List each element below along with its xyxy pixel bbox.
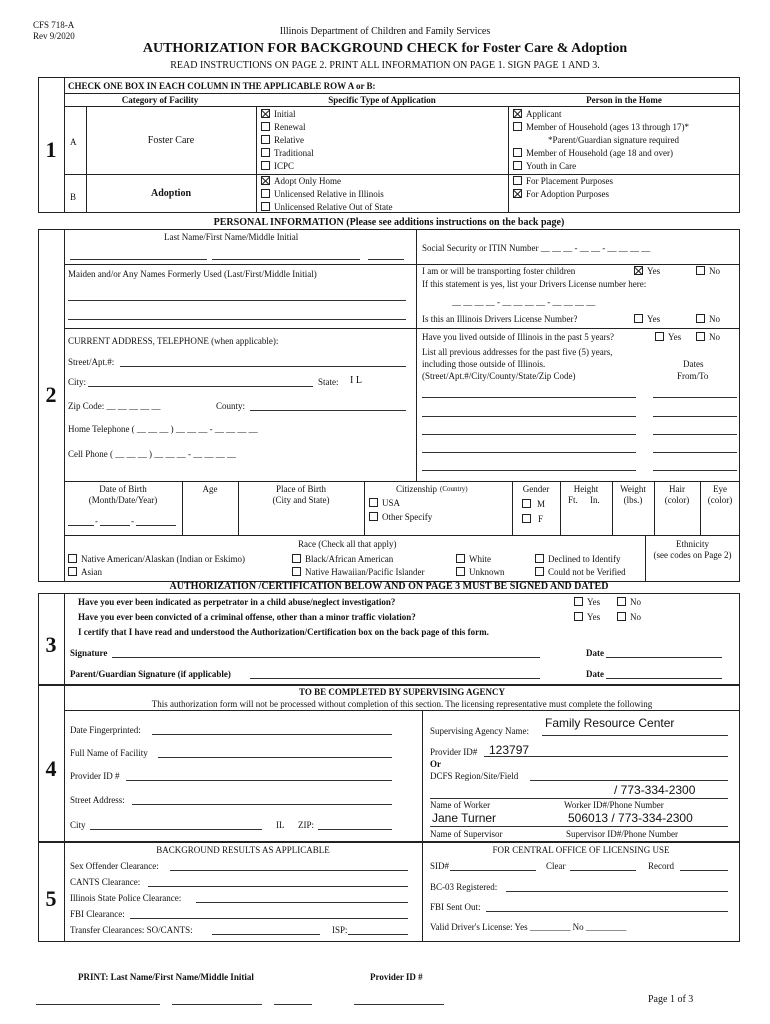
transport-label: I am or will be transporting foster children bbox=[422, 266, 576, 276]
row-a-label: A bbox=[70, 137, 77, 147]
il-license-yes-label: Yes bbox=[647, 314, 661, 324]
icpc-label: ICPC bbox=[274, 161, 295, 171]
ssn-label: Social Security or ITIN Number __ __ __ - __ __ - __ __ __ __ bbox=[422, 243, 651, 253]
address-format-label: (Street/Apt.#/City/County/State/Zip Code) bbox=[422, 371, 576, 381]
member-13-17-label: Member of Household (ages 13 through 17)* bbox=[526, 122, 689, 132]
criminal-no-label: No bbox=[630, 612, 641, 622]
fbi-sent-label: FBI Sent Out: bbox=[430, 902, 481, 912]
adopt-only-label: Adopt Only Home bbox=[274, 176, 341, 186]
race-black-label: Black/African American bbox=[305, 554, 394, 564]
worker-name-label: Name of Worker bbox=[430, 800, 491, 810]
license-question: If this statement is yes, list your Drivers License number here: bbox=[422, 279, 647, 289]
license-blanks: __ __ __ __ - __ __ __ __ - __ __ __ __ bbox=[452, 297, 596, 307]
gender-m-checkbox[interactable] bbox=[522, 499, 531, 508]
category-header: Category of Facility bbox=[121, 95, 199, 105]
transport-yes-checkbox[interactable] bbox=[634, 266, 643, 275]
youth-in-care-label: Youth in Care bbox=[526, 161, 577, 171]
supervising-agency-note: This authorization form will not be processed without completion of this section. The licensing representative must complete the following bbox=[151, 699, 653, 709]
il-license-no-checkbox[interactable] bbox=[696, 314, 705, 323]
bc03-label: BC-03 Registered: bbox=[430, 882, 498, 892]
dob-format: (Month/Date/Year) bbox=[88, 495, 158, 505]
outside-no-checkbox[interactable] bbox=[696, 332, 705, 341]
usa-label: USA bbox=[382, 498, 401, 508]
valid-license-label: Valid Driver's License: Yes _________ No _________ bbox=[430, 922, 627, 932]
worker-phone-top[interactable]: / 773-334-2300 bbox=[614, 783, 696, 797]
agency-name-value[interactable]: Family Resource Center bbox=[545, 716, 675, 730]
supervisor-name-label: Name of Supervisor bbox=[430, 829, 503, 839]
relative-checkbox[interactable] bbox=[261, 135, 270, 144]
section-1-number: 1 bbox=[45, 137, 57, 162]
street-address-label: Street Address: bbox=[70, 795, 125, 805]
height-ft-label: Ft. bbox=[568, 495, 578, 505]
facility-name-label: Full Name of Facility bbox=[70, 748, 148, 758]
maiden-label: Maiden and/or Any Names Formerly Used (Last/First/Middle Initial) bbox=[68, 269, 317, 279]
height-label: Height bbox=[573, 484, 599, 494]
signature-date-label: Date bbox=[586, 648, 604, 658]
eye-color-label: (color) bbox=[707, 495, 733, 505]
applicant-label: Applicant bbox=[526, 109, 562, 119]
eye-label: Eye bbox=[713, 484, 727, 494]
including-label: including those outside of Illinois. bbox=[422, 359, 546, 369]
criminal-no-checkbox[interactable] bbox=[617, 612, 626, 621]
weight-unit: (lbs.) bbox=[623, 495, 643, 505]
street-label: Street/Apt.#: bbox=[68, 357, 115, 367]
member-18-label: Member of Household (age 18 and over) bbox=[526, 148, 673, 158]
cants-label: CANTS Clearance: bbox=[70, 877, 141, 887]
race-hawaiian-checkbox[interactable] bbox=[292, 567, 301, 576]
supervising-agency-title: TO BE COMPLETED BY SUPERVISING AGENCY bbox=[299, 687, 505, 697]
home-telephone: Home Telephone ( __ __ __ ) __ __ __ - __ __ __ __ bbox=[68, 424, 258, 434]
criminal-yes-label: Yes bbox=[587, 612, 601, 622]
race-white-label: White bbox=[469, 554, 491, 564]
placement-checkbox[interactable] bbox=[513, 176, 522, 185]
initial-label: Initial bbox=[274, 109, 296, 119]
age-label: Age bbox=[202, 484, 218, 494]
sex-offender-label: Sex Offender Clearance: bbox=[70, 861, 159, 871]
list-previous-label: List all previous addresses for the past five (5) years, bbox=[422, 347, 613, 357]
foster-care-label: Foster Care bbox=[147, 135, 195, 146]
unlicensed-oos-label: Unlicensed Relative Out of State bbox=[274, 202, 393, 212]
unlicensed-oos-checkbox[interactable] bbox=[261, 202, 270, 211]
abuse-yes-checkbox[interactable] bbox=[574, 597, 583, 606]
citizenship-label: Citizenship bbox=[396, 484, 437, 494]
adoption-purposes-label: For Adoption Purposes bbox=[526, 189, 610, 199]
transport-no-checkbox[interactable] bbox=[696, 266, 705, 275]
weight-label: Weight bbox=[620, 484, 646, 494]
form-revision: Rev 9/2020 bbox=[33, 31, 75, 41]
il-license-yes-checkbox[interactable] bbox=[634, 314, 643, 323]
height-in-label: In. bbox=[590, 495, 600, 505]
race-white-checkbox[interactable] bbox=[456, 554, 465, 563]
placement-label: For Placement Purposes bbox=[526, 176, 613, 186]
traditional-checkbox[interactable] bbox=[261, 148, 270, 157]
pob-format: (City and State) bbox=[272, 495, 330, 505]
adoption-purposes-checkbox[interactable] bbox=[513, 189, 522, 198]
check-one-instruction: CHECK ONE BOX IN EACH COLUMN IN THE APPLICABLE ROW A or B: bbox=[68, 81, 376, 91]
adoption-label: Adoption bbox=[150, 188, 191, 199]
race-declined-label: Declined to Identify bbox=[548, 554, 621, 564]
transfer-isp-label: ISP: bbox=[332, 925, 348, 935]
or-label: Or bbox=[430, 759, 441, 769]
city-label: City: bbox=[68, 377, 87, 387]
abuse-yes-label: Yes bbox=[587, 597, 601, 607]
row-b-label: B bbox=[70, 192, 77, 202]
agency-name-label: Supervising Agency Name: bbox=[430, 726, 529, 736]
gender-m-label: M bbox=[537, 499, 546, 509]
question-criminal: Have you ever been convicted of a criminal offense, other than a minor traffic violation? bbox=[78, 612, 416, 622]
race-black-checkbox[interactable] bbox=[292, 554, 301, 563]
outside-yes-label: Yes bbox=[668, 332, 682, 342]
section-5-number: 5 bbox=[45, 886, 57, 911]
abuse-no-checkbox[interactable] bbox=[617, 597, 626, 606]
signature-label: Signature bbox=[70, 648, 108, 658]
race-hawaiian-label: Native Hawaiian/Pacific Islander bbox=[305, 567, 425, 577]
supervisor-id-label: Supervisor ID#/Phone Number bbox=[566, 829, 678, 839]
traditional-label: Traditional bbox=[274, 148, 314, 158]
other-citizenship-label: Other Specify bbox=[382, 512, 433, 522]
page-number: Page 1 of 3 bbox=[648, 994, 694, 1005]
central-office-heading: FOR CENTRAL OFFICE OF LICENSING USE bbox=[492, 845, 670, 855]
criminal-yes-checkbox[interactable] bbox=[574, 612, 583, 621]
parent-date-label: Date bbox=[586, 669, 604, 679]
race-native-american-checkbox[interactable] bbox=[68, 554, 77, 563]
parent-signature-note: *Parent/Guardian signature required bbox=[548, 135, 679, 145]
name-label: Last Name/First Name/Middle Initial bbox=[164, 232, 299, 242]
background-results-heading: BACKGROUND RESULTS AS APPLICABLE bbox=[156, 845, 330, 855]
section-4-number: 4 bbox=[45, 756, 57, 781]
outside-no-label: No bbox=[709, 332, 720, 342]
sid-label: SID# bbox=[430, 861, 450, 871]
outside-illinois-question: Have you lived outside of Illinois in the past 5 years? bbox=[422, 332, 614, 342]
abuse-no-label: No bbox=[630, 597, 641, 607]
gender-label: Gender bbox=[522, 484, 550, 494]
personal-info-title: PERSONAL INFORMATION (Please see additions instructions on the back page) bbox=[213, 217, 565, 228]
gender-f-label: F bbox=[538, 514, 544, 524]
state-value: I L bbox=[350, 375, 362, 386]
race-not-verified-label: Could not be Verified bbox=[548, 567, 626, 577]
race-not-verified-checkbox[interactable] bbox=[535, 567, 544, 576]
date-fingerprinted-label: Date Fingerprinted: bbox=[70, 725, 141, 735]
clear-label: Clear bbox=[546, 861, 566, 871]
race-native-american-label: Native American/Alaskan (Indian or Eskimo) bbox=[81, 554, 245, 564]
race-unknown-label: Unknown bbox=[469, 567, 505, 577]
country-label: (Country) bbox=[440, 485, 468, 493]
parent-signature-label: Parent/Guardian Signature (if applicable) bbox=[70, 669, 231, 679]
dob-label: Date of Birth bbox=[99, 484, 147, 494]
section-3-number: 3 bbox=[45, 632, 57, 657]
ethnicity-label: Ethnicity bbox=[676, 539, 709, 549]
type-header: Specific Type of Application bbox=[328, 95, 436, 105]
person-header: Person in the Home bbox=[586, 95, 662, 105]
relative-label: Relative bbox=[274, 135, 304, 145]
transport-no-label: No bbox=[709, 266, 720, 276]
dates-label: Dates bbox=[683, 359, 704, 369]
worker-name-value[interactable]: Jane Turner bbox=[432, 811, 497, 825]
race-heading: Race (Check all that apply) bbox=[298, 539, 397, 549]
certification-banner: AUTHORIZATION /CERTIFICATION BELOW AND ON PAGE 3 MUST BE SIGNED AND DATED bbox=[169, 581, 609, 592]
county-label: County: bbox=[216, 401, 246, 411]
member-18-checkbox[interactable] bbox=[513, 148, 522, 157]
hair-color-label: (color) bbox=[664, 495, 690, 505]
renewal-checkbox[interactable] bbox=[261, 122, 270, 131]
agency-city-label: City bbox=[70, 820, 86, 830]
agency-provider-id-label: Provider ID# bbox=[430, 747, 478, 757]
state-label: State: bbox=[318, 377, 339, 387]
race-asian-label: Asian bbox=[81, 567, 102, 577]
record-label: Record bbox=[648, 861, 674, 871]
worker-id-value[interactable]: 506013 / 773-334-2300 bbox=[568, 811, 693, 825]
cell-phone: Cell Phone ( __ __ __ ) __ __ __ - __ __ __ __ bbox=[68, 449, 236, 459]
zip-label: Zip Code: __ __ __ __ __ bbox=[68, 401, 161, 411]
unlicensed-il-label: Unlicensed Relative in Illinois bbox=[274, 189, 384, 199]
usa-checkbox[interactable] bbox=[369, 498, 378, 507]
form-id: CFS 718-A bbox=[33, 20, 75, 30]
other-citizenship-checkbox[interactable] bbox=[369, 512, 378, 521]
race-asian-checkbox[interactable] bbox=[68, 567, 77, 576]
transfer-clearance-label: Transfer Clearances: SO/CANTS: bbox=[70, 925, 193, 935]
initial-checkbox[interactable] bbox=[261, 109, 270, 118]
form-title: AUTHORIZATION FOR BACKGROUND CHECK for Foster Care & Adoption bbox=[142, 41, 628, 56]
youth-in-care-checkbox[interactable] bbox=[513, 161, 522, 170]
race-unknown-checkbox[interactable] bbox=[456, 567, 465, 576]
pob-label: Place of Birth bbox=[276, 484, 326, 494]
race-declined-checkbox[interactable] bbox=[535, 554, 544, 563]
address-heading: CURRENT ADDRESS, TELEPHONE (when applicable): bbox=[68, 336, 279, 346]
agency-provider-id-value[interactable]: 123797 bbox=[489, 743, 530, 757]
renewal-label: Renewal bbox=[274, 122, 306, 132]
il-license-question: Is this an Illinois Drivers License Number? bbox=[422, 314, 578, 324]
footer-print-label: PRINT: Last Name/First Name/Middle Initial bbox=[78, 972, 254, 982]
ethnicity-codes-note: (see codes on Page 2) bbox=[653, 550, 732, 560]
member-13-17-checkbox[interactable] bbox=[513, 122, 522, 131]
il-license-no-label: No bbox=[709, 314, 720, 324]
agency-zip-label: ZIP: bbox=[298, 820, 315, 830]
transport-yes-label: Yes bbox=[647, 266, 661, 276]
icpc-checkbox[interactable] bbox=[261, 161, 270, 170]
adopt-only-checkbox[interactable] bbox=[261, 176, 270, 185]
section-2-number: 2 bbox=[45, 382, 57, 407]
hair-label: Hair bbox=[669, 484, 685, 494]
unlicensed-il-checkbox[interactable] bbox=[261, 189, 270, 198]
applicant-checkbox[interactable] bbox=[513, 109, 522, 118]
gender-f-checkbox[interactable] bbox=[522, 514, 531, 523]
worker-id-label: Worker ID#/Phone Number bbox=[564, 800, 664, 810]
dcfs-region-label: DCFS Region/Site/Field bbox=[430, 771, 519, 781]
fbi-clearance-label: FBI Clearance: bbox=[70, 909, 125, 919]
outside-yes-checkbox[interactable] bbox=[655, 332, 664, 341]
question-abuse: Have you ever been indicated as perpetrator in a child abuse/neglect investigation? bbox=[78, 597, 396, 607]
department-name: Illinois Department of Children and Family Services bbox=[279, 26, 491, 37]
isp-clearance-label: Illinois State Police Clearance: bbox=[70, 893, 182, 903]
from-to-label: From/To bbox=[677, 371, 709, 381]
agency-state-label: IL bbox=[276, 820, 285, 830]
footer-provider-label: Provider ID # bbox=[370, 972, 423, 982]
form-instructions: READ INSTRUCTIONS ON PAGE 2. PRINT ALL INFORMATION ON PAGE 1. SIGN PAGE 1 AND 3. bbox=[170, 60, 600, 71]
provider-id-label: Provider ID # bbox=[70, 771, 120, 781]
certify-statement: I certify that I have read and understood the Authorization/Certification box on the back page of this form. bbox=[78, 627, 489, 637]
